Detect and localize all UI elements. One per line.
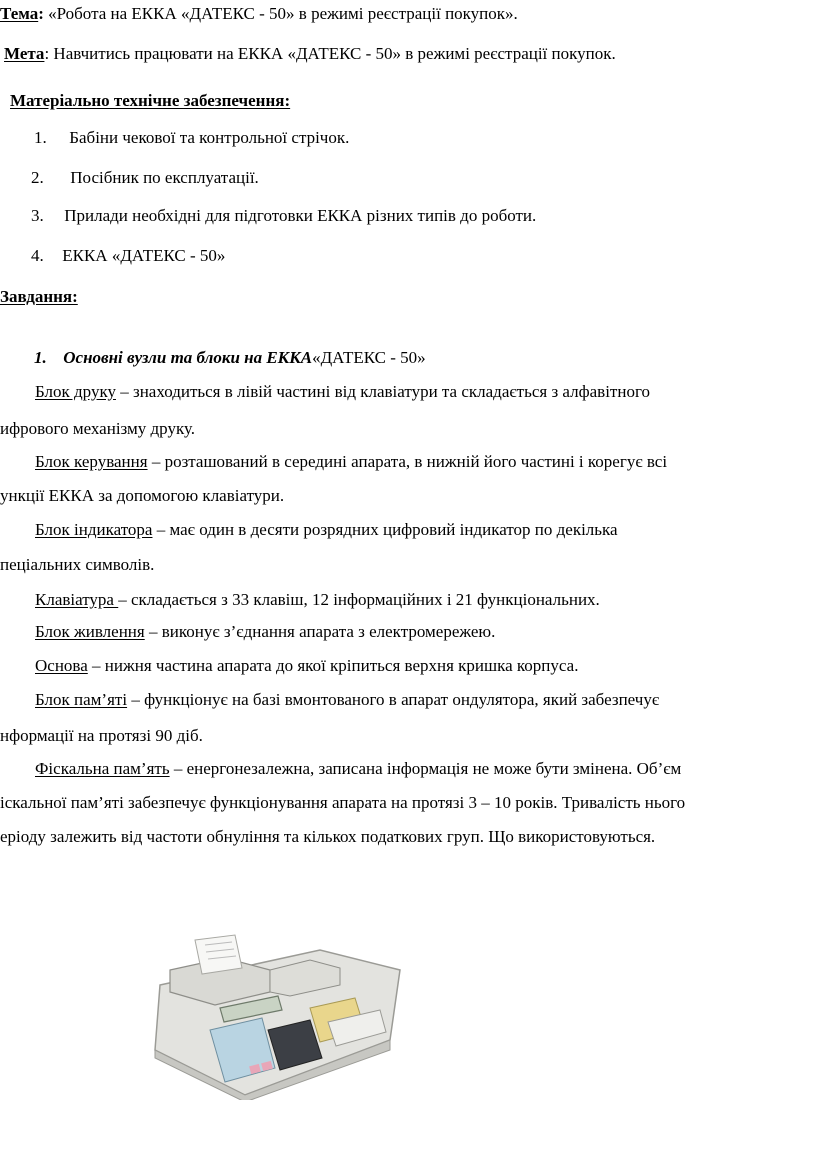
paragraph-text: – розташований в середині апарата, в нижній його частині і корегує всі (147, 452, 668, 471)
goal-line: Мета: Навчитись працювати на ЕККА «ДАТЕКС - 50» в режимі реєстрації покупок. (4, 44, 616, 63)
tasks-title: Завдання: (0, 287, 78, 306)
paragraph-term: Блок пам’яті (35, 690, 128, 709)
paragraph-line (35, 622, 495, 642)
paragraph-text: – виконує з’єднання апарата з електромережею. (144, 622, 496, 641)
topic-label: Тема (0, 4, 39, 23)
paragraph-term: Основа (35, 656, 88, 675)
goal-label: Мета (4, 44, 45, 63)
materials-title: Матеріально технічне забезпечення: (10, 91, 291, 110)
item-number: 3. (31, 206, 44, 225)
paragraph-text: – знаходиться в лівій частині від клавіатури та складається з алфавітного (115, 382, 650, 401)
paragraph-term: Фіскальна пам’ять (35, 759, 170, 778)
paragraph-line (35, 520, 618, 540)
paragraph-cont: іскальної пам’яті забезпечує функціонування апарата на протязі 3 – 10 років. Тривалість нього (0, 793, 686, 812)
materials-item (31, 168, 259, 188)
section-title: Основні вузли та блоки на ЕККА (63, 348, 313, 367)
paragraph-line (35, 759, 681, 779)
paragraph-cont: пеціальних символів. (0, 555, 155, 574)
materials-item (34, 128, 349, 148)
section-title-tail: «ДАТЕКС - 50» (312, 348, 426, 367)
topic-line: Тема: «Робота на ЕККА «ДАТЕКС - 50» в режимі реєстрації покупок». (0, 4, 518, 23)
paragraph-text: – має один в десяти розрядних цифровий індикатор по декілька (152, 520, 618, 539)
paragraph-line (35, 656, 578, 676)
materials-item (31, 206, 536, 226)
paragraph-term: Блок друку (35, 382, 116, 401)
paragraph-term: Блок керування (35, 452, 148, 471)
item-text: ЕККА «ДАТЕКС - 50» (62, 246, 226, 265)
paragraph-term: Блок індикатора (35, 520, 153, 539)
section-heading (34, 348, 426, 368)
topic-text: «Робота на ЕККА «ДАТЕКС - 50» в режимі реєстрації покупок». (48, 4, 518, 23)
paragraph-cont: нформації на протязі 90 діб. (0, 726, 203, 745)
materials-item (31, 246, 225, 266)
paragraph-text: – нижня частина апарата до якої кріпиться верхня кришка корпуса. (87, 656, 579, 675)
paragraph-term: Клавіатура (35, 590, 119, 609)
paragraph-text: – функціонує на базі вмонтованого в апарат ондулятора, який забезпечує (127, 690, 660, 709)
item-number: 4. (31, 246, 44, 265)
paragraph-line (35, 590, 600, 610)
paragraph-cont: еріоду залежить від частоти обнуління та кількох податкових груп. Що використовуються. (0, 827, 656, 846)
item-number: 2. (31, 168, 44, 187)
cash-register-icon (150, 930, 410, 1100)
item-text: Прилади необхідні для підготовки ЕККА різних типів до роботи. (64, 206, 537, 225)
paragraph-line (35, 452, 667, 472)
paragraph-cont: ункції ЕККА за допомогою клавіатури. (0, 486, 285, 505)
paragraph-term: Блок живлення (35, 622, 145, 641)
item-text: Посібник по експлуатації. (70, 168, 259, 187)
paragraph-line (35, 382, 650, 402)
item-number: 1. (34, 128, 47, 147)
goal-text: Навчитись працювати на ЕККА «ДАТЕКС - 50» в режимі реєстрації покупок. (53, 44, 616, 63)
section-number: 1. (34, 348, 47, 367)
paragraph-cont: ифрового механізму друку. (0, 419, 196, 438)
item-text: Бабіни чекової та контрольної стрічок. (69, 128, 350, 147)
paragraph-text: – складається з 33 клавіш, 12 інформаційних і 21 функціональних. (118, 590, 600, 609)
paragraph-line (35, 690, 659, 710)
paragraph-text: – енергонезалежна, записана інформація не може бути змінена. Об’єм (169, 759, 682, 778)
